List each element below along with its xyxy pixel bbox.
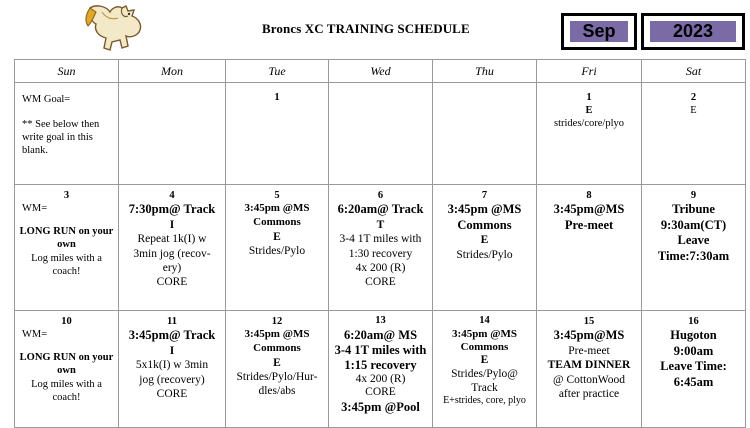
pool-session: 3:45pm @Pool [341, 400, 420, 415]
day-cell [537, 83, 642, 185]
calendar-table [14, 59, 746, 428]
workout-time: 3:45pm @MS Commons [244, 202, 310, 228]
day-number: 6 [377, 190, 384, 201]
log-miles-note: Log miles with a coach! [31, 378, 102, 403]
workout-time: 3:45pm@MS [553, 328, 625, 343]
wm-label: WM= [22, 329, 48, 341]
leave-time: Leave Time: 6:45am [660, 359, 727, 389]
workout-code: E [480, 353, 489, 366]
day-cell [15, 311, 119, 428]
core-label: CORE [156, 387, 188, 400]
day-cell [537, 185, 642, 311]
workout-detail: 3-4 1T miles with 1:15 recovery [334, 342, 427, 372]
day-cell [433, 83, 537, 185]
day-number: 14 [479, 315, 490, 326]
workout-code: E [480, 234, 489, 247]
day-number: 1 [274, 92, 280, 103]
day-cell [329, 311, 433, 428]
day-cell [226, 185, 329, 311]
week-row [15, 185, 746, 311]
day-number: 5 [274, 190, 280, 201]
day-cell [537, 311, 642, 428]
core-label: CORE [365, 386, 396, 399]
day-cell [226, 311, 329, 428]
day-number: 3 [63, 190, 70, 201]
dinner-location: @ CottonWood after practice [553, 373, 625, 400]
meet-location: Hugoton [670, 328, 717, 343]
workout-extra: 4x 200 (R) [355, 372, 406, 385]
workout-detail: Pre-meet [564, 217, 614, 232]
day-cell [119, 83, 226, 185]
day-number: 15 [583, 316, 595, 327]
month-label: Sep [570, 21, 628, 42]
workout-detail: Strides/Pylo/Hur-dles/abs [236, 371, 318, 398]
workout-detail: 3-4 1T miles with 1:30 recovery [339, 233, 422, 260]
day-cell [119, 185, 226, 311]
day-number: 16 [688, 316, 699, 327]
workout-time: 3:45pm @MS Commons [244, 328, 310, 354]
day-cell [119, 311, 226, 428]
day-number: 12 [271, 316, 283, 327]
workout-code: T [376, 218, 385, 231]
workout-time: 7:30pm@ Track [128, 202, 216, 217]
workout-detail: strides/core/plyo [554, 118, 624, 130]
workout-code: E [690, 105, 697, 117]
weekday-header: Tue [226, 60, 329, 83]
workout-time: 3:45pm @MS Commons [447, 202, 522, 232]
day-number: 2 [690, 92, 697, 103]
day-cell [642, 185, 746, 311]
wm-goal-note: ** See below then write goal in this blank. [22, 119, 100, 157]
wm-goal-label: WM Goal= [22, 94, 71, 105]
day-cell [433, 311, 537, 428]
workout-code: E [273, 356, 281, 369]
wm-label: WM= [22, 203, 48, 215]
year-label: 2023 [650, 21, 736, 42]
workout-detail: Pre-meet [568, 344, 610, 357]
workout-detail: Strides/Pylo@ Track [451, 367, 518, 394]
weekday-header: Sun [15, 60, 119, 83]
workout-code: I [169, 218, 175, 231]
workout-code: E [273, 230, 281, 243]
week-row [15, 83, 746, 185]
week-row [15, 311, 746, 428]
weekday-header: Fri [537, 60, 642, 83]
workout-time: 3:45pm @MS Commons [452, 327, 517, 353]
month-box [561, 13, 637, 50]
core-label: CORE [365, 276, 396, 289]
workout-code: E [585, 105, 593, 117]
day-cell [433, 185, 537, 311]
meet-time: 9:30am(CT) [660, 217, 727, 232]
page-title: Broncs XC TRAINING SCHEDULE [262, 21, 470, 36]
day-cell [15, 83, 119, 185]
meet-location: Tribune [672, 202, 715, 217]
leave-time: Leave Time:7:30am [657, 233, 730, 263]
workout-detail: Strides/Pylo [456, 248, 513, 261]
team-dinner-label: TEAM DINNER [547, 359, 631, 372]
day-cell [329, 83, 433, 185]
day-cell [642, 83, 746, 185]
weekday-header: Wed [329, 60, 433, 83]
day-number: 4 [169, 190, 175, 201]
year-box [641, 13, 745, 50]
workout-detail: 5x1k(I) w 3min jog (recovery) [135, 359, 209, 386]
day-number: 9 [690, 190, 697, 201]
day-number: 13 [375, 315, 386, 326]
workout-detail: Strides/Pylo [248, 245, 306, 257]
workout-extra: 4x 200 (R) [355, 261, 406, 274]
weekday-header: Mon [119, 60, 226, 83]
log-miles-note: Log miles with a coach! [31, 252, 102, 277]
day-cell [226, 83, 329, 185]
day-number: 1 [586, 92, 592, 103]
day-number: 10 [61, 316, 72, 327]
workout-code: I [169, 344, 175, 357]
weekday-header: Sat [642, 60, 746, 83]
day-number: 7 [481, 190, 488, 201]
core-label: CORE [156, 276, 188, 289]
day-cell [15, 185, 119, 311]
day-number: 11 [167, 316, 177, 327]
workout-time: 6:20am@ Track [337, 202, 424, 217]
workout-time: 3:45pm@MS [553, 202, 625, 217]
long-run-label: LONG RUN on your own [19, 226, 114, 251]
meet-time: 9:00am [673, 343, 714, 358]
workout-detail: Repeat 1k(I) w 3min jog (recov-ery) [133, 233, 211, 274]
workout-extra: E+strides, core, plyo [443, 395, 526, 407]
bronco-horse-logo-icon [82, 2, 152, 52]
long-run-label: LONG RUN on your own [19, 352, 114, 377]
weekday-header-row [15, 60, 746, 83]
workout-time: 3:45pm@ Track [128, 328, 216, 343]
day-cell [642, 311, 746, 428]
workout-time: 6:20am@ MS [343, 327, 418, 342]
day-number: 8 [586, 190, 592, 201]
day-cell [329, 185, 433, 311]
weekday-header: Thu [433, 60, 537, 83]
